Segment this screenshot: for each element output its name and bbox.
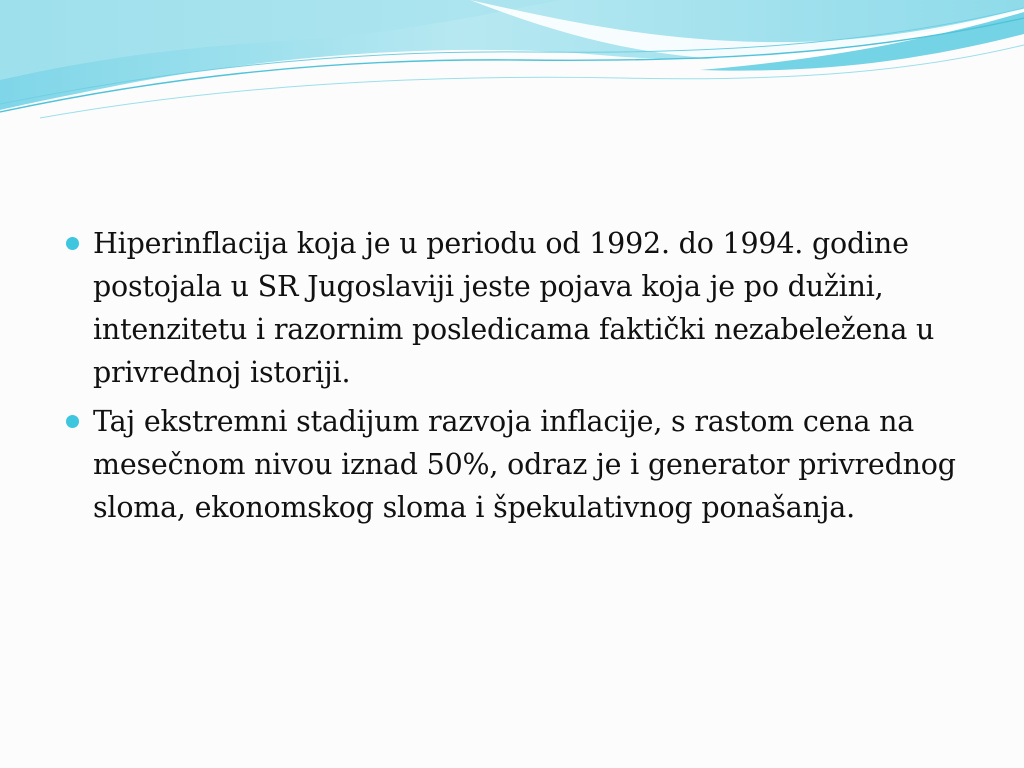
bullet-dot-icon <box>66 415 79 428</box>
decorative-wave-header <box>0 0 1024 130</box>
bullet-text: Taj ekstremni stadijum razvoja inflacije, s rastom cena na mesečnom nivou iznad 50%, odraz je i generator privrednog sloma, ekonomskog sloma i špekulativnog ponašanja. <box>93 405 956 524</box>
bullet-text: Hiperinflacija koja je u periodu od 1992. do 1994. godine postojala u SR Jugoslaviji jeste pojava koja je po dužini, intenzitetu i razornim posledicama faktički nezabeležena u privrednoj istoriji. <box>93 227 935 389</box>
bullet-list <box>64 222 964 535</box>
bullet-dot-icon <box>66 237 79 250</box>
bullet-item <box>64 400 964 529</box>
bullet-item <box>64 222 964 394</box>
